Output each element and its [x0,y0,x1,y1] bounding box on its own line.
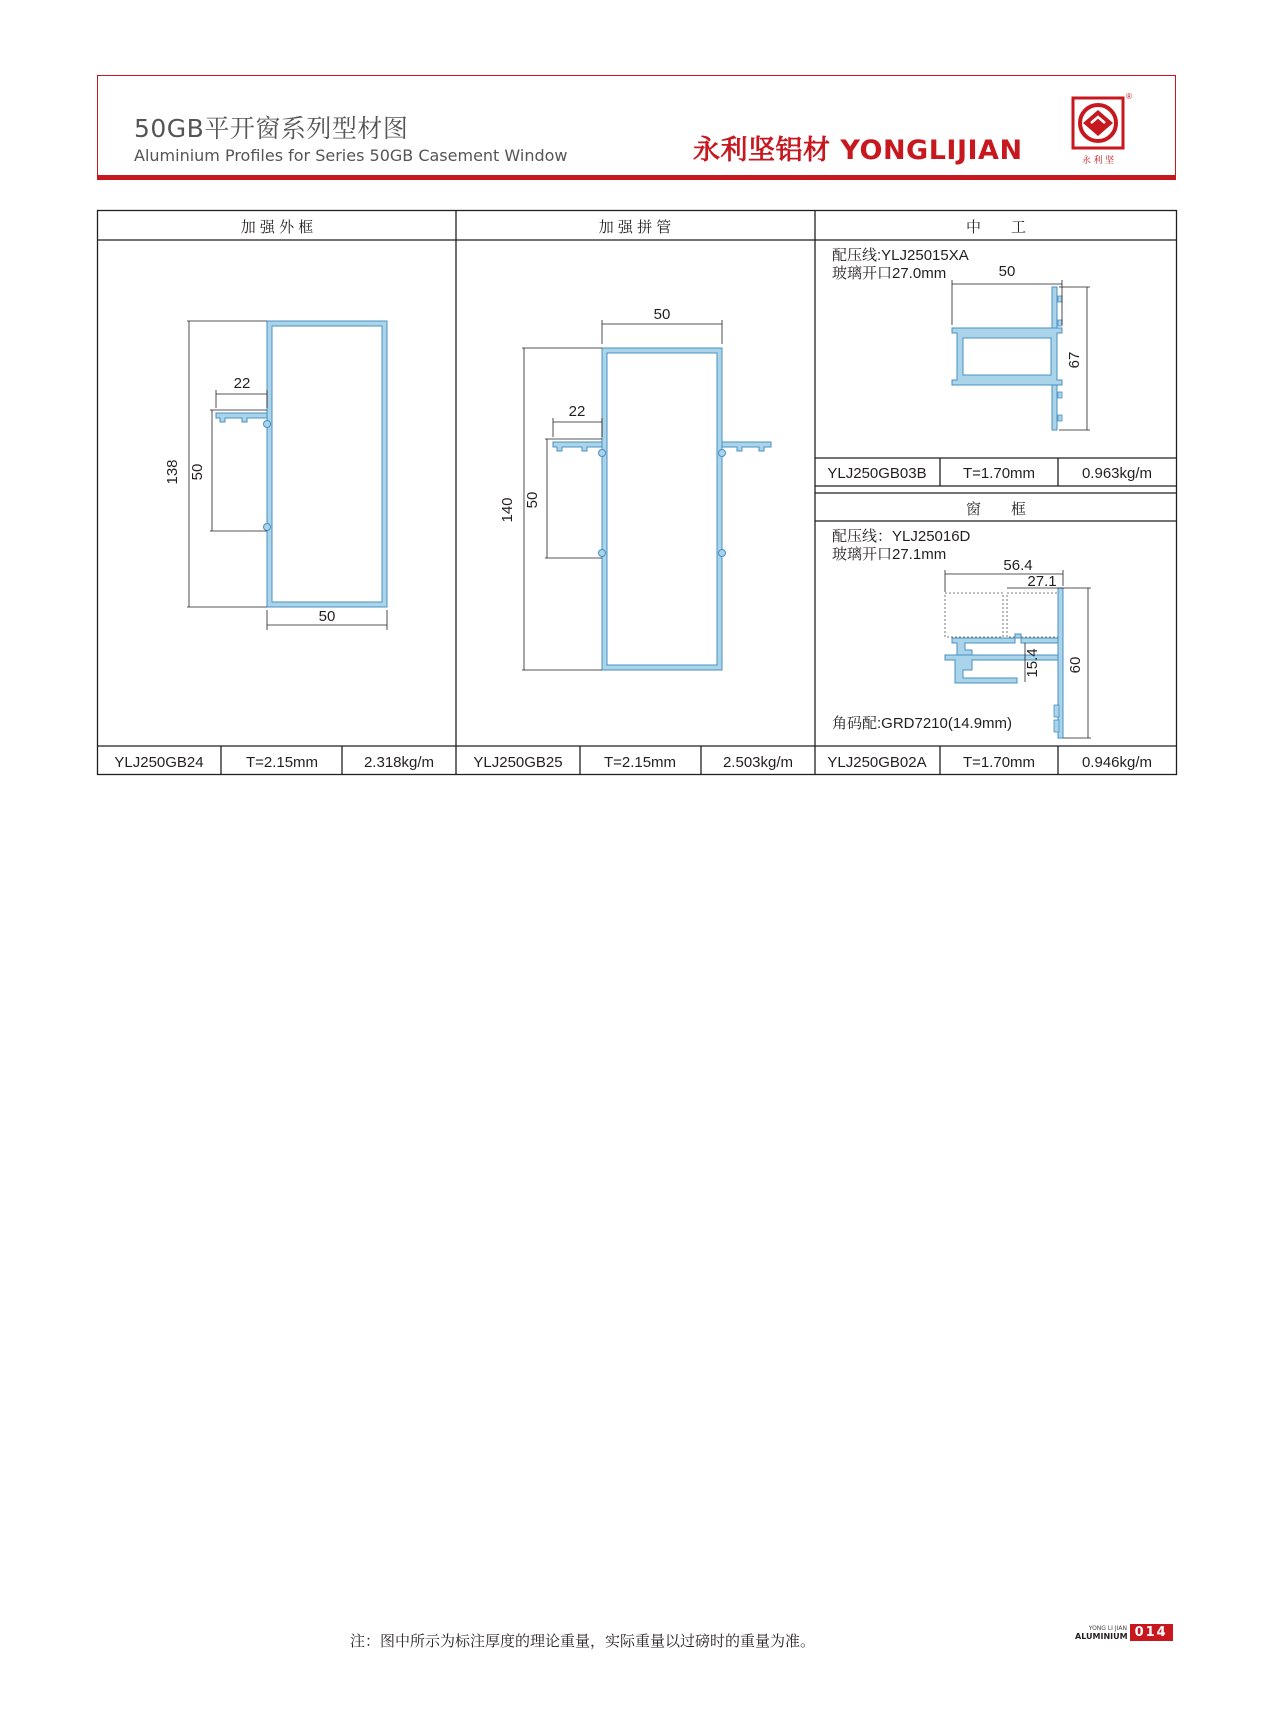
registered-mark: ® [1126,92,1132,101]
tube25-code: YLJ250GB25 [473,754,563,771]
mullion-note-bead: 配压线:YLJ25015XA [832,247,969,264]
page-title: 50GB平开窗系列型材图 [134,114,409,143]
page-header [97,75,1176,180]
frame02a-code: YLJ250GB02A [827,754,927,771]
dim-frame-slot: 50 [189,463,206,481]
dim-frame-inner: 27.1 [1027,573,1057,590]
page-number: 014 [1130,1624,1173,1641]
page-badge [1075,1624,1173,1641]
badge-brand: YONG LI JIAN [1088,1625,1127,1632]
dim-tube-slot: 50 [524,491,541,509]
frame-note-glass: 玻璃开口27.1mm [832,546,947,563]
header-reinforced-tube: 加 强 拼 管 [598,219,672,236]
frame24-weight: 2.318kg/m [363,754,435,771]
mullion-thickness: T=1.70mm [962,465,1036,482]
header-mullion: 中 工 [965,219,1027,236]
page-subtitle: Aluminium Profiles for Series 50GB Casement Window [134,146,568,165]
profile-table [97,210,1178,776]
dim-frame-bottom: 50 [318,608,336,625]
frame-note-corner: 角码配:GRD7210(14.9mm) [832,715,1013,732]
frame02a-thickness: T=1.70mm [962,754,1036,771]
dim-mullion-height: 67 [1066,351,1083,369]
frame-note-bead: 配压线：YLJ25016D [832,528,971,545]
dim-frame-width: 56.4 [1003,557,1033,574]
brand-name: 永利坚铝材 YONGLIJIAN [693,135,1023,166]
header-reinforced-frame: 加 强 外 框 [240,219,314,236]
dim-mullion-width: 50 [998,263,1016,280]
frame02a-weight: 0.946kg/m [1081,754,1153,771]
profile-drawing-window-frame [832,528,1091,738]
tube25-weight: 2.503kg/m [722,754,794,771]
profile-drawing-frame [164,321,387,630]
dim-tube-top: 50 [653,306,671,323]
weight-footnote: 注：图中所示为标注厚度的理论重量，实际重量以过磅时的重量为准。 [350,1632,816,1650]
tube25-thickness: T=2.15mm [603,754,677,771]
header-window-frame: 窗 框 [965,501,1027,518]
frame24-thickness: T=2.15mm [245,754,319,771]
mullion-code: YLJ250GB03B [827,465,927,482]
frame24-code: YLJ250GB24 [114,754,204,771]
dim-tube-height: 140 [499,497,516,523]
logo-caption: 永 利 坚 [1081,155,1115,165]
badge-word: ALUMINIUM [1075,1632,1128,1641]
dim-frame-height-60: 60 [1067,656,1084,674]
dim-tube-top-left: 22 [568,403,586,420]
profile-drawing-mullion [832,247,1090,430]
dim-frame-top: 22 [233,375,251,392]
profile-drawing-tube [499,306,771,670]
mullion-weight: 0.963kg/m [1081,465,1153,482]
dim-frame-step: 15.4 [1024,648,1041,678]
dim-frame-height: 138 [164,459,181,485]
brand-logo [1069,90,1131,170]
mullion-note-glass: 玻璃开口27.0mm [832,265,947,282]
